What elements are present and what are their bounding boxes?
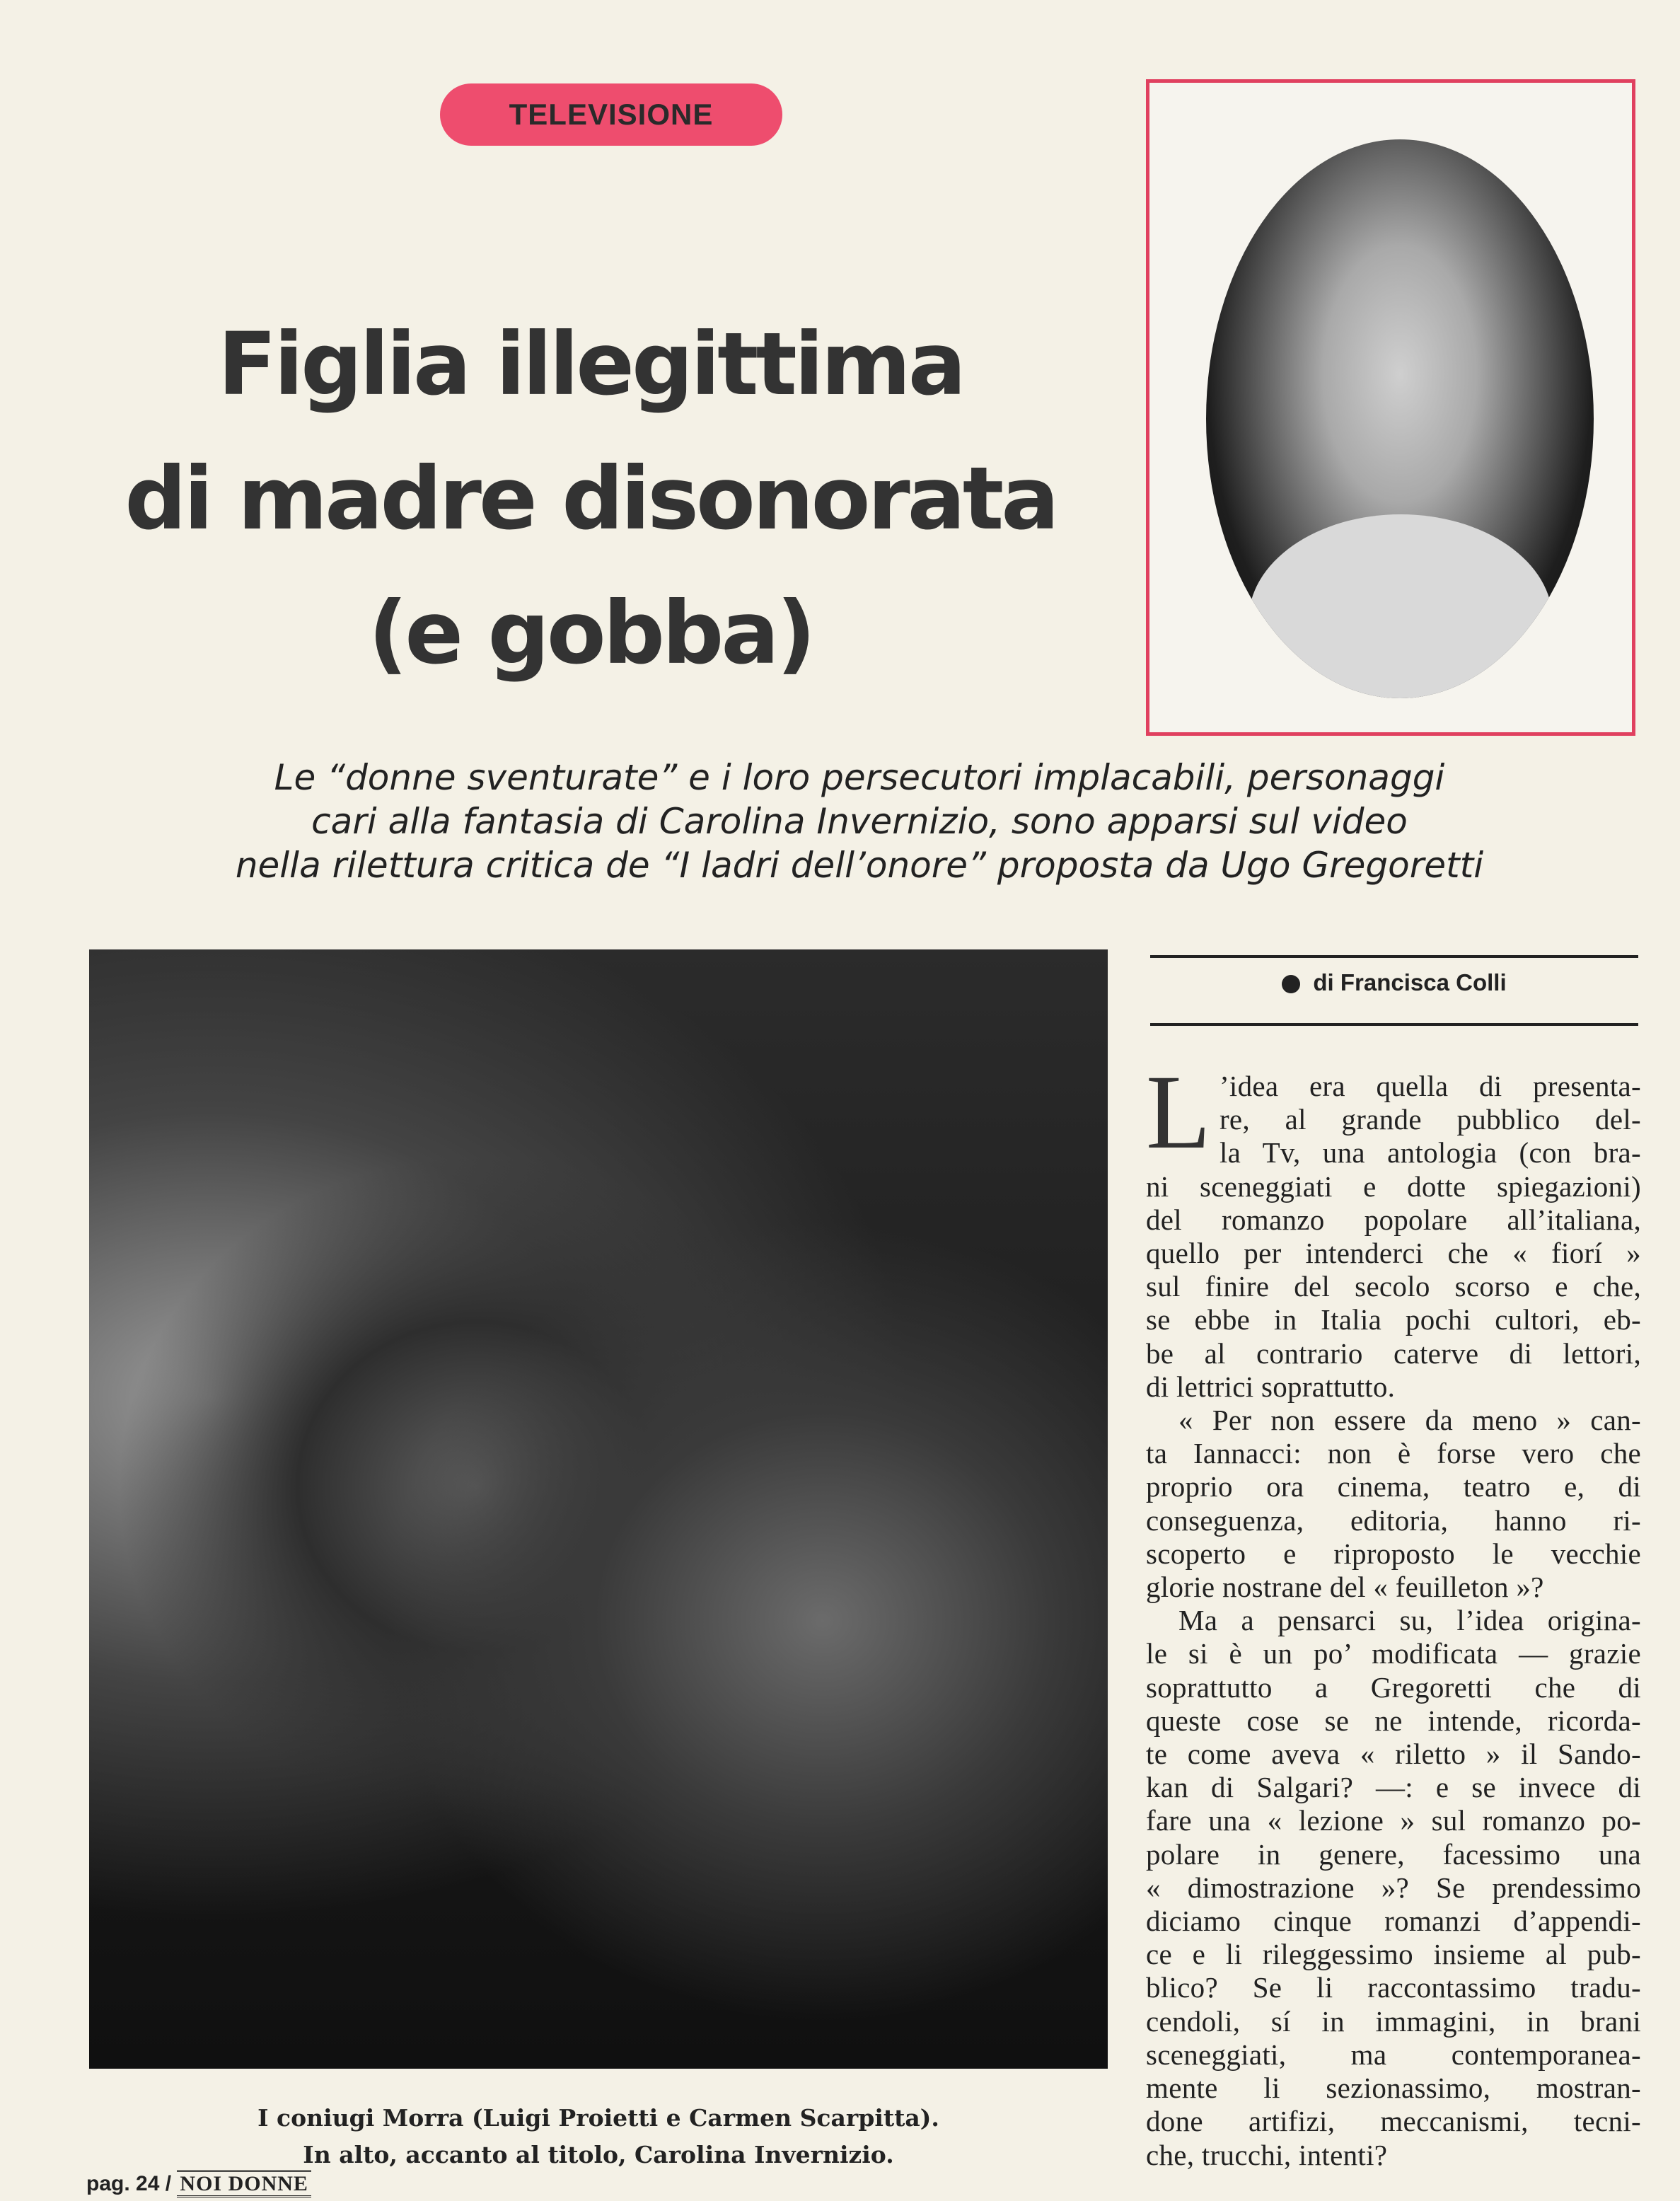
standfirst-line: Le “donne sventurate” e i loro persecutori implacabili, personaggi bbox=[274, 757, 1445, 798]
drop-cap: L bbox=[1146, 1053, 1211, 1171]
body-line: ta Iannacci: non è forse vero che bbox=[1146, 1437, 1641, 1470]
headline-line: di madre disonorata bbox=[124, 449, 1057, 549]
portrait-photo bbox=[1206, 139, 1594, 698]
headline-line: (e gobba) bbox=[368, 583, 813, 683]
standfirst-line: nella rilettura critica de “I ladri dell’onore” proposta da Ugo Gregoretti bbox=[235, 845, 1484, 886]
body-line: la Tv, una antologia (con bra- bbox=[1219, 1136, 1641, 1169]
body-line: « dimostrazione »? Se prendessimo bbox=[1146, 1871, 1641, 1904]
portrait-frame bbox=[1146, 79, 1635, 736]
body-line: di lettrici soprattutto. bbox=[1146, 1370, 1396, 1403]
standfirst bbox=[113, 756, 1606, 887]
body-line: se ebbe in Italia pochi cultori, eb- bbox=[1146, 1303, 1641, 1336]
body-line: glorie nostrane del « feuilleton »? bbox=[1146, 1571, 1544, 1604]
body-line: mente li sezionassimo, mostran- bbox=[1146, 2072, 1641, 2105]
photo-caption bbox=[89, 2100, 1108, 2173]
body-line: soprattutto a Gregoretti che di bbox=[1146, 1670, 1641, 1704]
article-body bbox=[1146, 1053, 1641, 2172]
body-line: polare in genere, facessimo una bbox=[1146, 1837, 1641, 1871]
body-line: scoperto e riproposto le vecchie bbox=[1146, 1537, 1641, 1570]
body-line: conseguenza, editoria, hanno ri- bbox=[1146, 1503, 1641, 1537]
body-line: ’idea era quella di presenta- bbox=[1219, 1070, 1641, 1102]
body-line: del romanzo popolare all’italiana, bbox=[1146, 1203, 1641, 1236]
byline-rule-top bbox=[1150, 955, 1638, 958]
body-line: re, al grande pubblico del- bbox=[1219, 1103, 1641, 1136]
body-lines bbox=[1146, 1170, 1641, 2172]
body-line: be al contrario caterve di lettori, bbox=[1146, 1336, 1641, 1370]
body-line: « Per non essere da meno » can- bbox=[1178, 1404, 1641, 1437]
magazine-name: NOI DONNE bbox=[177, 2170, 311, 2197]
body-line: done artifizi, meccanismi, tecni- bbox=[1146, 2105, 1641, 2138]
caption-line: I coniugi Morra (Luigi Proietti e Carmen Scarpitta). bbox=[257, 2104, 939, 2132]
page-footer bbox=[86, 2172, 311, 2196]
body-line: quello per intenderci che « fiorí » bbox=[1146, 1237, 1641, 1270]
body-line: ce e li rileggessimo insieme al pub- bbox=[1146, 1938, 1641, 1971]
body-line: kan di Salgari? —: e se invece di bbox=[1146, 1771, 1641, 1804]
byline-text: di Francisca Colli bbox=[1313, 969, 1507, 995]
body-line: cendoli, sí in immagini, in brani bbox=[1146, 2004, 1641, 2038]
body-line: queste cose se ne intende, ricorda- bbox=[1146, 1704, 1641, 1737]
headline bbox=[71, 297, 1111, 700]
byline bbox=[1150, 969, 1638, 996]
bullet-icon bbox=[1282, 975, 1300, 993]
section-tag: TELEVISIONE bbox=[440, 83, 782, 146]
main-photo bbox=[89, 949, 1108, 2069]
body-line: sul finire del secolo scorso e che, bbox=[1146, 1270, 1641, 1303]
body-line: proprio ora cinema, teatro e, di bbox=[1146, 1470, 1641, 1503]
byline-rule-bottom bbox=[1150, 1023, 1638, 1026]
body-line: che, trucchi, intenti? bbox=[1146, 2138, 1388, 2171]
body-line: Ma a pensarci su, l’idea origina- bbox=[1178, 1604, 1641, 1637]
headline-line: Figlia illegittima bbox=[217, 314, 964, 415]
body-line: te come aveva « riletto » il Sando- bbox=[1146, 1738, 1641, 1771]
body-line: le si è un po’ modificata — grazie bbox=[1146, 1637, 1641, 1670]
body-line: sceneggiati, ma contemporanea- bbox=[1146, 2038, 1641, 2071]
body-line: ni sceneggiati e dotte spiegazioni) bbox=[1146, 1169, 1641, 1203]
page-number: pag. 24 bbox=[86, 2172, 160, 2195]
body-line: diciamo cinque romanzi d’appendi- bbox=[1146, 1905, 1641, 1938]
body-line: fare una « lezione » sul romanzo po- bbox=[1146, 1804, 1641, 1837]
footer-separator: / bbox=[165, 2172, 172, 2195]
standfirst-line: cari alla fantasia di Carolina Invernizio, sono apparsi sul video bbox=[311, 801, 1408, 842]
caption-line: In alto, accanto al titolo, Carolina Invernizio. bbox=[303, 2141, 894, 2168]
body-line: blico? Se li raccontassimo tradu- bbox=[1146, 1971, 1641, 2004]
